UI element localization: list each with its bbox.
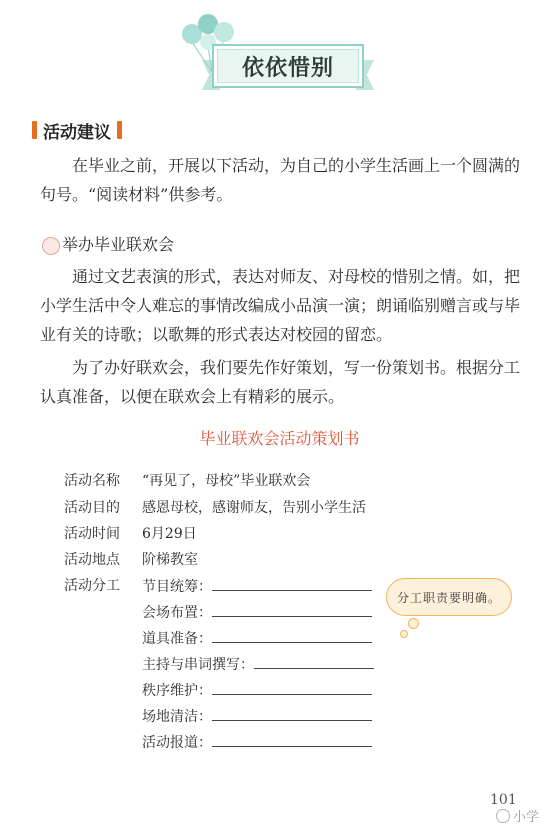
duty-row xyxy=(142,680,372,701)
activity-paragraph-2: 为了办好联欢会，我们要先作好策划，写一份策划书。根据分工认真准备，以便在联欢会上有精彩的展示。 xyxy=(40,358,521,406)
intro-paragraph: 在毕业之前，开展以下活动，为自己的小学生活画上一个圆满的句号。“阅读材料”供参考。 xyxy=(40,156,521,204)
field-label-division: 活动分工 xyxy=(64,578,120,594)
watermark xyxy=(496,806,539,825)
section-heading-text: 活动建议 xyxy=(43,122,111,143)
duty-label: 道具准备： xyxy=(142,631,212,647)
field-label-name: 活动名称 xyxy=(64,473,120,489)
page-number: 101 xyxy=(490,792,517,808)
tip-text: 分工职责要明确。 xyxy=(396,590,501,605)
duty-label: 主持与串词撰写： xyxy=(142,657,254,673)
seal-icon xyxy=(42,237,60,255)
activity-title xyxy=(62,233,174,257)
bubble-dot xyxy=(400,630,408,638)
field-label-purpose: 活动目的 xyxy=(64,500,120,516)
duty-row xyxy=(142,732,372,753)
duty-label: 活动报道： xyxy=(142,735,212,751)
duty-row xyxy=(142,628,372,649)
field-value-place: 阶梯教室 xyxy=(142,552,198,568)
blank-line[interactable] xyxy=(212,628,372,643)
blank-line[interactable] xyxy=(212,602,372,617)
duty-row xyxy=(142,602,372,623)
bubble-dot xyxy=(408,618,419,629)
field-label-place: 活动地点 xyxy=(64,552,120,568)
blank-line[interactable] xyxy=(212,706,372,721)
plan-title: 毕业联欢会活动策划书 xyxy=(199,429,360,448)
wechat-icon xyxy=(496,809,510,823)
blank-line[interactable] xyxy=(212,680,372,695)
duty-label: 秩序维护： xyxy=(142,683,212,699)
heading-bar-right xyxy=(117,121,122,139)
watermark-text: 小学 xyxy=(513,810,540,825)
chapter-title-banner xyxy=(212,44,364,88)
duty-label: 会场布置： xyxy=(142,605,212,621)
field-label-time: 活动时间 xyxy=(64,526,120,542)
section-heading xyxy=(32,118,122,142)
duty-row xyxy=(142,706,372,727)
duty-label: 场地清洁： xyxy=(142,709,212,725)
activity-title-text: 举办毕业联欢会 xyxy=(62,235,175,254)
field-value-name: “再见了，母校”毕业联欢会 xyxy=(142,473,311,489)
duty-row xyxy=(142,576,372,597)
blank-line[interactable] xyxy=(212,732,372,747)
field-value-time: 6月29日 xyxy=(142,526,197,542)
field-value-purpose: 感恩母校，感谢师友，告别小学生活 xyxy=(142,500,366,516)
chapter-title: 依依惜别 xyxy=(241,55,334,81)
blank-line[interactable] xyxy=(254,654,374,669)
duty-row xyxy=(142,654,374,675)
tip-bubble xyxy=(386,578,512,616)
blank-line[interactable] xyxy=(212,576,372,591)
duty-label: 节目统筹： xyxy=(142,579,212,595)
activity-paragraph-1: 通过文艺表演的形式，表达对师友、对母校的惜别之情。如，把小学生活中令人难忘的事情改编成小品演一演；朗诵临别赠言或与毕业有关的诗歌；以歌舞的形式表达对校园的留恋。 xyxy=(40,267,521,344)
